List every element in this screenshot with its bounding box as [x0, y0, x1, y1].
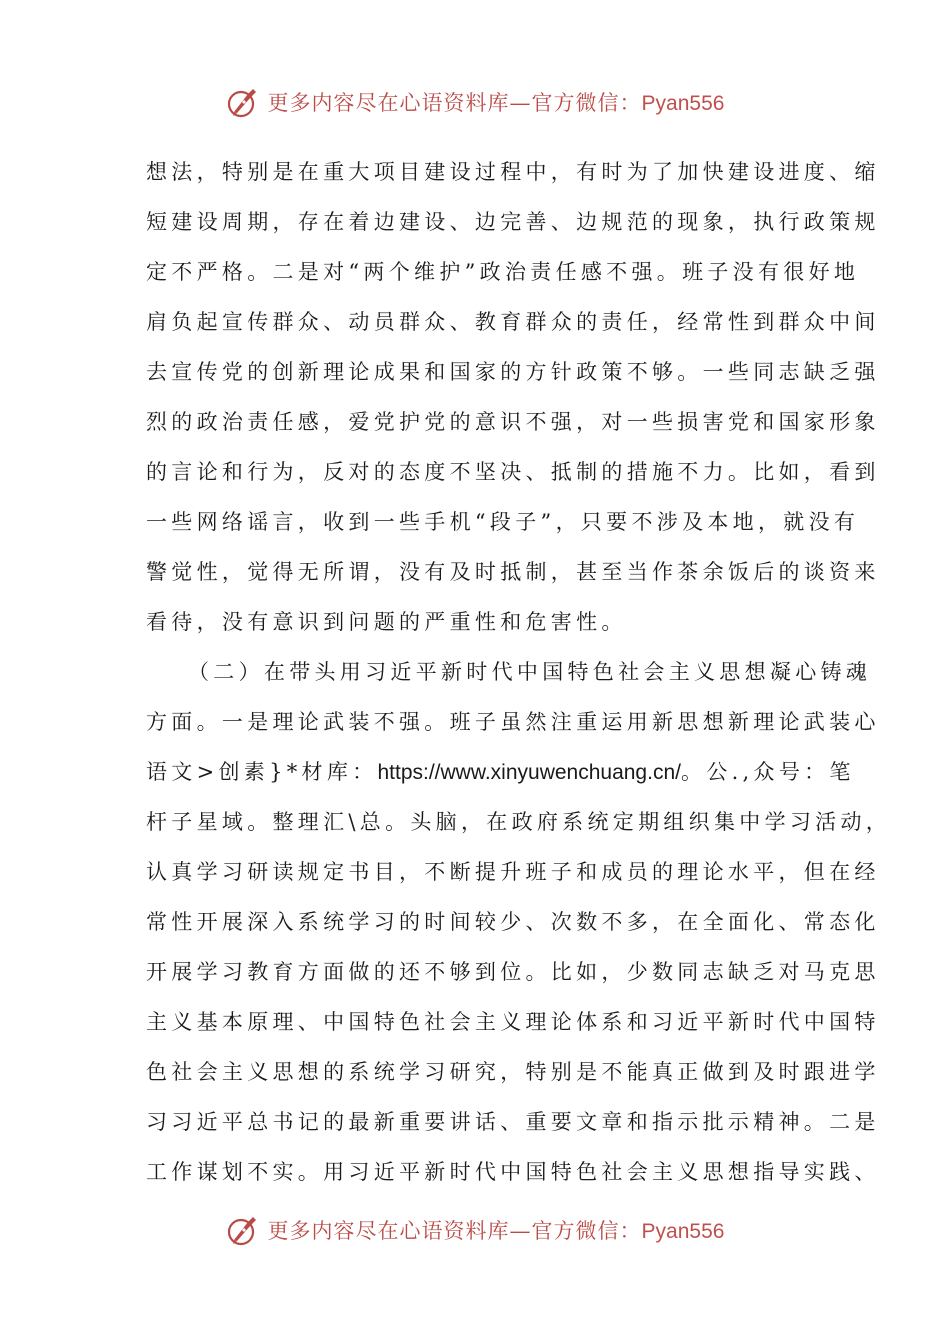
text-line: 杆子星域。整理汇\总。头脑，在政府系统定期组织集中学习活动，	[146, 810, 892, 834]
text-line: 工作谋划不实。用习近平新时代中国特色社会主义思想指导实践、	[146, 1160, 880, 1184]
text-line: 肩负起宣传群众、动员群众、教育群众的责任，经常性到群众中间	[146, 310, 880, 334]
banner-slogan: 更多内容尽在心语资料库—官方微信：	[267, 1219, 642, 1243]
url-line	[146, 747, 855, 797]
text-line: 警觉性，觉得无所谓，没有及时抵制，甚至当作茶余饭后的谈资来	[146, 560, 880, 584]
text-line: 常性开展深入系统学习的时间较少、次数不多，在全面化、常态化	[146, 910, 880, 934]
section-heading-line: （二）在带头用习近平新时代中国特色社会主义思想凝心铸魂	[188, 660, 872, 684]
text-line: 方面。一是理论武装不强。班子虽然注重运用新思想新理论武装心	[146, 710, 880, 734]
text-line: 习习近平总书记的最新重要讲话、重要文章和指示批示精神。二是	[146, 1110, 880, 1134]
banner-text	[268, 1215, 725, 1245]
text-line: 定不严格。二是对“两个维护”政治责任感不强。班子没有很好地	[146, 260, 860, 284]
url-prefix: 语文>创素}*材库：	[146, 760, 378, 784]
text-line: 的言论和行为，反对的态度不坚决、抵制的措施不力。比如，看到	[146, 460, 880, 484]
text-line: 去宣传党的创新理论成果和国家的方针政策不够。一些同志缺乏强	[146, 360, 880, 384]
footer-banner	[0, 1210, 950, 1250]
pen-nib-icon	[226, 85, 260, 119]
pen-nib-icon	[226, 1213, 260, 1247]
banner-slogan: 更多内容尽在心语资料库—官方微信：	[267, 91, 642, 115]
banner-text	[268, 87, 725, 117]
text-line: 短建设周期，存在着边建设、边完善、边规范的现象，执行政策规	[146, 210, 880, 234]
text-line: 烈的政治责任感，爱党护党的意识不强，对一些损害党和国家形象	[146, 410, 880, 434]
document-body	[146, 147, 892, 1197]
text-line: 一些网络谣言，收到一些手机“段子”，只要不涉及本地，就没有	[146, 510, 860, 534]
banner-wechat-id: Pyan556	[641, 92, 725, 115]
text-line: 开展学习教育方面做的还不够到位。比如，少数同志缺乏对马克思	[146, 960, 880, 984]
text-line: 想法，特别是在重大项目建设过程中，有时为了加快建设进度、缩	[146, 160, 880, 184]
text-line: 色社会主义思想的系统学习研究，特别是不能真正做到及时跟进学	[146, 1060, 880, 1084]
banner-wechat-id: Pyan556	[641, 1220, 725, 1243]
header-banner	[0, 82, 950, 122]
text-line: 认真学习研读规定书目，不断提升班子和成员的理论水平，但在经	[146, 860, 880, 884]
text-line: 看待，没有意识到问题的严重性和危害性。	[146, 610, 627, 634]
url-suffix: 。公.,众号：笔	[680, 760, 855, 784]
text-line: 主义基本原理、中国特色社会主义理论体系和习近平新时代中国特	[146, 1010, 880, 1034]
source-url: https://www.xinyuwenchuang.cn/	[377, 761, 681, 784]
